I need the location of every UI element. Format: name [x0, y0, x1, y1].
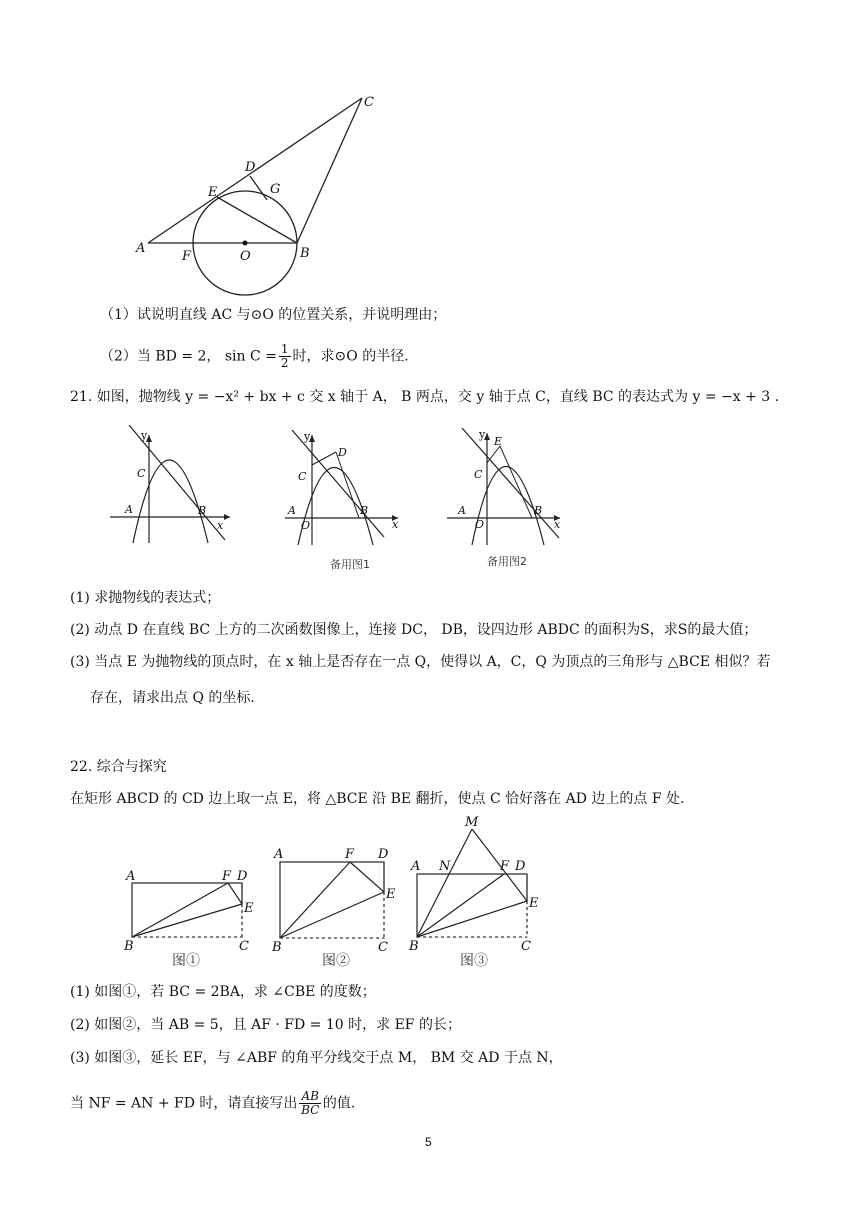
svg-text:x: x	[554, 518, 561, 531]
label-g: G	[270, 182, 281, 197]
q20-part2-a: （2）当 BD = 2， sin C =	[100, 348, 277, 365]
figure-q21-graph-main	[105, 425, 245, 550]
q21-part3-line1: (3) 当点 E 为抛物线的顶点时，在 x 轴上是否存在一点 Q，使得以 A，C，Q 为顶点的三角形与 △BCE 相似？若	[70, 654, 771, 670]
caption-fig1: 图①	[172, 953, 200, 969]
label-d: D	[245, 160, 256, 175]
svg-text:O: O	[475, 518, 485, 531]
svg-text:x: x	[392, 518, 399, 531]
q21-part1: (1) 求抛物线的表达式；	[70, 590, 221, 606]
fraction-ab-bc	[299, 1090, 320, 1117]
svg-text:B: B	[272, 940, 282, 955]
svg-text:M: M	[465, 815, 479, 830]
svg-text:N: N	[439, 859, 451, 874]
center-dot	[243, 241, 248, 246]
svg-text:D: D	[515, 859, 526, 874]
svg-text:A: A	[288, 504, 296, 517]
caption-fig2: 图②	[322, 953, 350, 969]
q22-part2: (2) 如图②，当 AB = 5，且 AF · FD = 10 时，求 EF 的长；	[70, 1017, 461, 1033]
frac-den: 2	[280, 356, 289, 370]
svg-text:A: A	[458, 504, 466, 517]
svg-text:C: C	[521, 939, 531, 954]
svg-text:E: E	[386, 887, 396, 902]
figure-q21-graph-backup1	[280, 430, 410, 550]
svg-text:E: E	[494, 435, 503, 448]
caption-fig3: 图③	[460, 953, 488, 969]
svg-text:A: A	[126, 869, 136, 884]
q22-part3-cont	[70, 1090, 355, 1117]
svg-text:B: B	[124, 939, 134, 954]
label-b: B	[300, 246, 310, 261]
figure-q20-circle	[130, 90, 390, 300]
svg-text:F: F	[500, 859, 510, 874]
svg-text:y: y	[304, 430, 311, 443]
svg-text:A: A	[411, 859, 421, 874]
page-number: 5	[425, 1135, 432, 1149]
figure-q21-graph-backup2	[442, 428, 572, 550]
q21-part2: (2) 动点 D 在直线 BC 上方的二次函数图像上，连接 DC， DB，设四边形 ABDC 的面积为S，求S的最大值；	[70, 622, 758, 638]
frac-bc: BC	[301, 1103, 320, 1117]
q20-part1: （1）试说明直线 AC 与⊙O 的位置关系，并说明理由；	[100, 307, 447, 323]
svg-text:D: D	[378, 847, 389, 862]
svg-text:C: C	[137, 467, 146, 480]
svg-text:E: E	[529, 896, 539, 911]
svg-text:A: A	[274, 847, 284, 862]
q22-title: 22. 综合与探究	[70, 759, 167, 775]
q20-part2	[100, 343, 409, 370]
svg-text:D: D	[237, 869, 248, 884]
svg-text:F: F	[222, 869, 232, 884]
label-f: F	[182, 249, 192, 264]
svg-text:A: A	[125, 503, 133, 516]
label-a: A	[136, 241, 146, 256]
svg-text:O: O	[301, 519, 311, 532]
q21-stem: 21. 如图，抛物线 y = −x² + bx + c 交 x 轴于 A， B 两点，交 y 轴于点 C，直线 BC 的表达式为 y = −x + 3 .	[70, 389, 780, 405]
frac-num: 1	[280, 342, 289, 356]
q21-part3-line2: 存在，请求出点 Q 的坐标.	[90, 690, 255, 706]
svg-text:B: B	[198, 504, 207, 517]
svg-text:F: F	[345, 847, 355, 862]
svg-text:B: B	[360, 504, 369, 517]
q22-part3-cont-a: 当 NF = AN + FD 时，请直接写出	[70, 1095, 298, 1112]
fraction-one-half	[279, 343, 291, 370]
svg-text:y: y	[479, 428, 486, 441]
label-e: E	[208, 185, 218, 200]
q22-stem: 在矩形 ABCD 的 CD 边上取一点 E，将 △BCE 沿 BE 翻折，使点 C 恰好落在 AD 边上的点 F 处.	[70, 791, 685, 807]
svg-text:C: C	[298, 470, 307, 483]
q20-part2-b: 时，求⊙O 的半径.	[292, 348, 409, 365]
label-o: O	[240, 249, 251, 264]
line-be	[217, 197, 297, 243]
svg-text:E: E	[244, 901, 254, 916]
caption-backup2: 备用图2	[487, 555, 527, 568]
caption-backup1: 备用图1	[330, 558, 370, 571]
q22-part3-cont-b: 的值.	[322, 1095, 356, 1112]
label-c: C	[364, 95, 374, 110]
line-dg	[250, 176, 267, 200]
q22-part1: (1) 如图①，若 BC = 2BA，求 ∠CBE 的度数；	[70, 984, 376, 1000]
q22-part3: (3) 如图③，延长 EF，与 ∠ABF 的角平分线交于点 M， BM 交 AD 于点 N，	[70, 1050, 563, 1066]
svg-text:C: C	[474, 468, 483, 481]
svg-text:B: B	[409, 939, 419, 954]
svg-text:x: x	[217, 519, 224, 532]
svg-text:B: B	[534, 504, 543, 517]
frac-ab: AB	[301, 1089, 319, 1103]
svg-text:y: y	[141, 429, 148, 442]
svg-text:C: C	[239, 939, 249, 954]
svg-text:C: C	[378, 940, 388, 955]
svg-text:D: D	[338, 446, 347, 459]
